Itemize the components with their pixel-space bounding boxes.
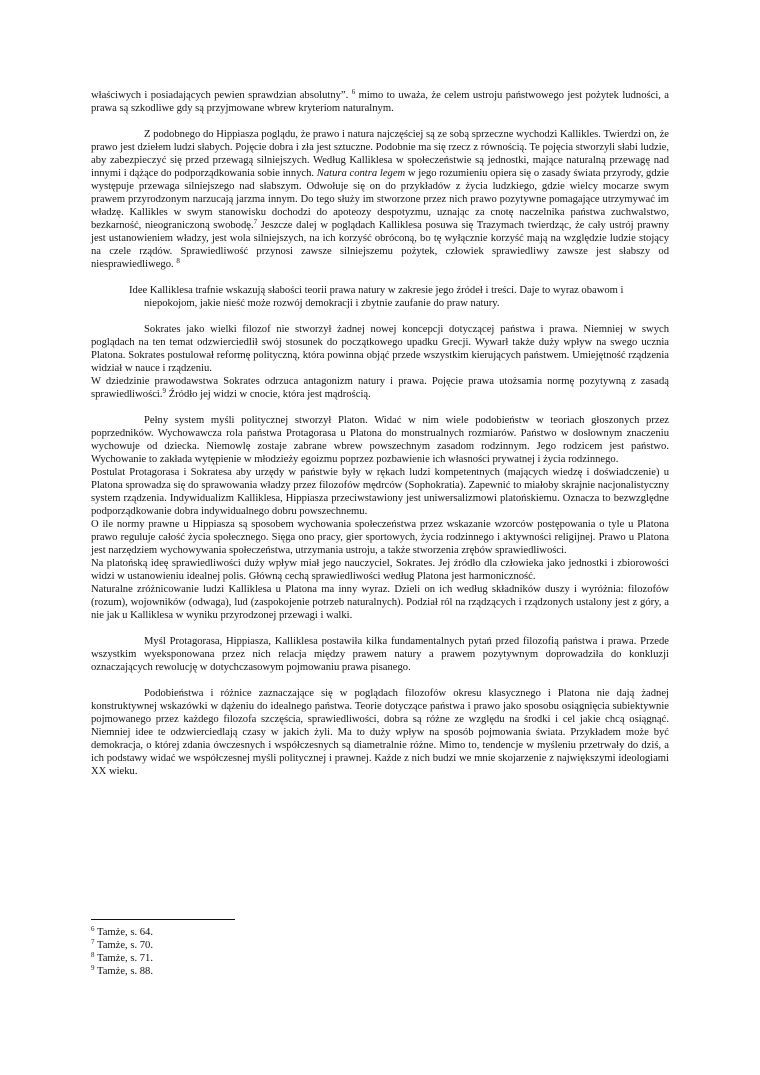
paragraph-9: Na platońską ideę sprawiedliwości duży wpływ miał jego nauczyciel, Sokrates. Jej źródło dla człowieka jako jednostki i zbiorowości widzi w ustanowieniu idealnej polis. Główną cechą sprawiedliwości według Platona jest harmoniczność. [91, 558, 669, 582]
footnotes [91, 919, 391, 978]
paragraph-12: Podobieństwa i różnice zaznaczające się w poglądach filozofów okresu klasycznego i Platona nie dają żadnej konstruktywnej wskazówki w dążeniu do idealnego państwa. Teorie dotyczące państwa i prawo jako sposobu osiągnięcia subiektywnie pojmowanego przez każdego filozofa szczęścia, sprawiedliwości, dobra są różne ze względu na środki i cel jakie chcą osiągnąć. Niemniej idee te odzwierciedlają czasy w jakich żyli. Ma to duży wpływ na sposób pojmowania świata. Przykładem może być demokracja, o której zdania ówczesnych i współczesnych są diametralnie różne. Mimo to, tendencje w myśleniu przetrwały do dziś, a ich podstawy widać we współczesnej myśli politycznej i prawnej. Każde z nich budzi we mnie skojarzenie z największymi ideologiami XX wieku. [91, 688, 669, 777]
footnote-8: $^8$ Tamże, s. 71. [91, 951, 153, 964]
body-text [91, 89, 669, 778]
paragraph-8: O ile normy prawne u Hippiasza są sposobem wychowania społeczeństwa przez wskazanie wzorców postępowania o tyle u Platona prawo reguluje całość życia społecznego. Sięga ono pracy, gier sportowych, życia rodzinnego i aktywności religijnej. Prawo u Platona jest narzędziem wychowywania społeczeństwa, utrzymania ustroju, a także stworzenia zrębów sprawiedliwości. [91, 519, 669, 556]
footnote-ref-8[interactable]: 8 [176, 257, 180, 265]
paragraph-3-continuation: niepokojom, jakie nieść może rozwój demokracji i zbytnie zaufanie do praw natury. [144, 298, 500, 309]
paragraph-6: Pełny system myśli politycznej stworzył Platon. Widać w nim wiele podobieństw w teoriach głoszonych przez poprzedników. Wychowawcza rola państwa Protagorasa u Platona do monstrualnych rozmiarów. Państwo w dosłownym znaczeniu wychowuje od dziecka. Niemowlę zostaje zabrane wbrew powszechnym zasadom rodzinnym. Jego rodzicem jest państwo. Wychowanie to zakłada wytępienie w młodzieży egoizmu poprzez pozbawienie ich własności prywatnej i życia rodzinnego. [91, 415, 669, 465]
paragraph-10: Naturalne zróżnicowanie ludzi Kalliklesa u Platona ma inny wyraz. Dzieli on ich według składników duszy i wyróżnia: filozofów (rozum), wojowników (odwaga), lud (zaspokojenie potrzeb naturalnych). Podział ról na rządzących i rządzonych ustalony jest z góry, a nie jak u Kalliklesa w wyniku przyrodzonej przewagi i walki. [91, 584, 669, 621]
paragraph-4: Sokrates jako wielki filozof nie stworzył żadnej nowej koncepcji dotyczącej państwa i prawa. Niemniej w swych poglądach na ten temat odzwierciedlił swój stosunek do początkowego upadku Grecji. Wywarł także duży wpływ na swego ucznia Platona. Sokrates postulował reformę polityczną, która powinna objąć przede wszystkim kierujących państwem. Umiejętność rządzenia widział w nauce i rządzeniu. [91, 324, 669, 374]
footnote-ref-7[interactable]: 7 [253, 218, 258, 226]
footnote-ref-6[interactable]: 6 [351, 88, 356, 96]
paragraph-3: Idee Kalliklesa trafnie wskazują słabości teorii prawa natury w zakresie jego źródeł i treści. Daje to wyraz obawom i [129, 285, 624, 296]
footnote-ref-9[interactable]: 9 [162, 387, 166, 395]
footnote-6: $^6$ Tamże, s. 64. [91, 925, 153, 938]
paragraph-2: Z podobnego do Hippiasza poglądu, że prawo i natura najczęściej są ze sobą sprzeczne wychodzi Kallikles. Twierdzi on, że prawo jest dziełem ludzi słabych. Pojęcie dobra i zła jest sztuczne. Podobnie ma się rzecz z równością. Te pojęcia stworzyli słabi ludzie, aby zabezpieczyć się przed przewagą silniejszych. Według Kalliklesa w społeczeństwie są jednostki, mające naturalną przewagę nad innymi i dążące do podporządkowania sobie innych. Natura contra legem w jego rozumieniu opiera się o zasady świata przyrody, gdzie występuje przewaga silniejszego nad słabszym. Odwołuje się on do przykładów z życia ludzkiego, gdzie wielcy mocarze swym prawem przyrodzonym narzucają jarzma innym. Do tego służy im stworzone przez nich prawo pozytywne pomagające utrzymywać im władzę. Kallikles w swym stanowisku dochodzi do apoteozy despotyzmu, uznając za cnotę naczelnika państwa zuchwalstwo, bezkarność, nieograniczoną swobodę.$^7$ Jeszcze dalej w poglądach Kalliklesa posuwa się Trazymach twierdząc, że cały ustrój prawny jest ustanowieniem władzy, jest wola silniejszych, na ich korzyść obróconą, bo tę wyłącznie korzyść mają na względzie ludzie stojący na czele rządów. Sprawiedliwość przynosi zawsze silniejszemu pożytek, człowiek sprawiedliwy zawsze jest słabszy od niesprawiedliwego. $^8$ [91, 129, 669, 270]
paragraph-11: Myśl Protagorasa, Hippiasza, Kalliklesa postawiła kilka fundamentalnych pytań przed filozofią państwa i prawa. Przede wszystkim wyeksponowana przez nich relacja między prawem natury a prawem pozytywnym doprowadziła do konkluzji oznaczających rewolucję w dotychczasowym pojmowaniu prawa pisanego. [91, 636, 669, 673]
paragraph-1: właściwych i posiadających pewien sprawdzian absolutny”. $^6$ mimo to uważa, że celem ustroju państwowego jest pożytek ludności, a prawa są szkodliwe gdy są przyjmowane wbrew kryteriom naturalnym. [91, 88, 670, 114]
paragraph-7: Postulat Protagorasa i Sokratesa aby urzędy w państwie były w rękach ludzi kompetentnych (mających wiedzę i doświadczenie) u Platona sprowadza się do sprawowania władzy przez filozofów mędrców (Sophokratia). Zapewnić to miałoby skrajnie nacjonalistyczny system rządzenia. Indywidualizm Kalliklesa, Hippiasza przeciwstawiony jest uniwersalizmowi platońskiemu. Oznacza to bezwzględne podporządkowanie dobra indywidualnego dobru powszechnemu. [91, 467, 669, 517]
footnote-7: $^7$ Tamże, s. 70. [91, 938, 153, 951]
paragraph-5: W dziedzinie prawodawstwa Sokrates odrzuca antagonizm natury i prawa. Pojęcie prawa utożsamia normę pozytywną z zasadą sprawiedliwości.$^9$ Źródło jej widzi w cnocie, która jest mądrością. [91, 376, 669, 400]
footnote-divider [91, 919, 235, 920]
footnote-9: $^9$ Tamże, s. 88. [91, 964, 153, 977]
